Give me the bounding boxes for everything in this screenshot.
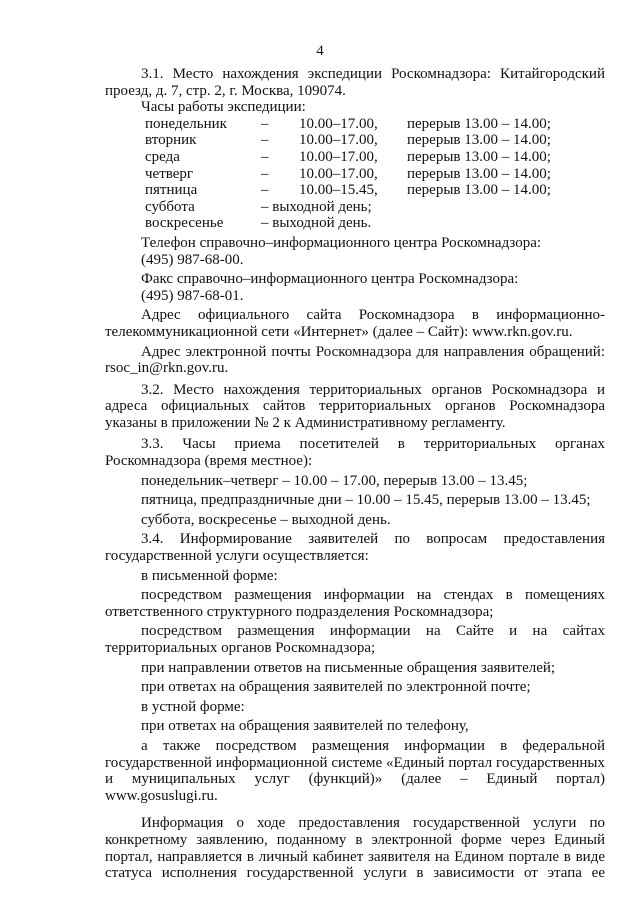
reception-hours-friday: пятница, предпраздничные дни – 10.00 – 15.45, перерыв 13.00 – 13.45; xyxy=(141,492,591,509)
oral-item-portal: а также посредством размещения информации в федеральной государственной информационной системе «Единый портал государственных и муниципальных услуг (функций)» (далее – Единый портал) www.gosuslugi.ru. xyxy=(105,737,605,804)
phone-label: Телефон справочно–информационного центра Роскомнадзора: xyxy=(141,234,542,251)
progress-info-paragraph: Информация о ходе предоставления государственной услуги по конкретному заявлению, поданному в электронной форме через Единый портал, направляется в личный кабинет заявителя на Едином портале в виде статуса исполнения государственной услуги в зависимости от этапа ее xyxy=(105,815,605,882)
schedule-row xyxy=(105,166,605,183)
schedule-dash: – xyxy=(261,115,269,132)
schedule-dayoff: – выходной день; xyxy=(261,198,372,215)
schedule-break: перерыв 13.00 – 14.00; xyxy=(407,182,551,199)
schedule-row xyxy=(105,182,605,199)
schedule-day: воскресенье xyxy=(145,215,224,232)
schedule-row xyxy=(105,116,605,133)
schedule-dash: – xyxy=(261,132,269,149)
schedule-time: 10.00–17.00, xyxy=(299,148,378,165)
schedule-break: перерыв 13.00 – 14.00; xyxy=(407,148,551,165)
written-item-stands: посредством размещения информации на стендах в помещениях ответственного структурного подразделения Роскомнадзора; xyxy=(105,587,605,620)
schedule-break: перерыв 13.00 – 14.00; xyxy=(407,165,551,182)
schedule-dash: – xyxy=(261,182,269,199)
page-number: 4 xyxy=(316,43,324,59)
phone-number: (495) 987-68-00. xyxy=(141,251,244,268)
written-item-site: посредством размещения информации на Сайте и на сайтах территориальных органов Роскомнадзора; xyxy=(105,623,605,656)
schedule-day: среда xyxy=(145,148,180,165)
schedule-day: понедельник xyxy=(145,115,227,132)
oral-item-phone: при ответах на обращения заявителей по телефону, xyxy=(141,718,469,735)
section-3-3-title: 3.3. Часы приема посетителей в территориальных органах Роскомнадзора (время местное): xyxy=(105,436,605,470)
schedule-row xyxy=(105,132,605,149)
section-3-1-location: 3.1. Место нахождения экспедиции Роскомнадзора: Китайгородский проезд, д. 7, стр. 2, г. Москва, 109074. xyxy=(105,66,605,99)
schedule-time: 10.00–17.00, xyxy=(299,132,378,149)
schedule-day: пятница xyxy=(145,182,198,199)
hours-title: Часы работы экспедиции: xyxy=(141,99,306,116)
section-3-2: 3.2. Место нахождения территориальных органов Роскомнадзора и адреса официальных сайтов территориальных органов Роскомнадзора указаны в приложении № 2 к Административному регламенту. xyxy=(105,381,605,431)
email-address: Адрес электронной почты Роскомнадзора для направления обращений: rsoc_in@rkn.gov.ru. xyxy=(105,343,605,377)
schedule-dash: – xyxy=(261,165,269,182)
schedule-time: 10.00–17.00, xyxy=(299,165,378,182)
schedule-time: 10.00–15.45, xyxy=(299,182,378,199)
schedule-day: вторник xyxy=(145,132,197,149)
schedule-break: перерыв 13.00 – 14.00; xyxy=(407,132,551,149)
schedule-time: 10.00–17.00, xyxy=(299,115,378,132)
fax-number: (495) 987-68-01. xyxy=(141,287,244,304)
reception-hours-weekend: суббота, воскресенье – выходной день. xyxy=(141,511,391,528)
schedule-break: перерыв 13.00 – 14.00; xyxy=(407,115,551,132)
written-form-label: в письменной форме: xyxy=(141,567,278,584)
oral-form-label: в устной форме: xyxy=(141,698,245,715)
schedule-row-saturday xyxy=(105,199,605,216)
schedule-dash: – xyxy=(261,148,269,165)
section-3-4-title: 3.4. Информирование заявителей по вопросам предоставления государственной услуги осуществляется: xyxy=(105,531,605,565)
written-item-letters: при направлении ответов на письменные обращения заявителей; xyxy=(141,659,556,676)
schedule-dayoff: – выходной день. xyxy=(261,215,372,232)
schedule-row-sunday xyxy=(105,215,605,232)
site-address: Адрес официального сайта Роскомнадзора в информационно-телекоммуникационной сети «Интернет» (далее – Сайт): www.rkn.gov.ru. xyxy=(105,307,605,340)
schedule-table xyxy=(105,116,605,232)
schedule-day: четверг xyxy=(145,165,194,182)
written-item-email: при ответах на обращения заявителей по электронной почте; xyxy=(141,679,531,696)
schedule-row xyxy=(105,149,605,166)
schedule-day: суббота xyxy=(145,198,195,215)
reception-hours-weekdays: понедельник–четверг – 10.00 – 17.00, перерыв 13.00 – 13.45; xyxy=(141,472,528,489)
fax-label: Факс справочно–информационного центра Роскомнадзора: xyxy=(141,271,519,288)
document-body xyxy=(105,66,605,882)
